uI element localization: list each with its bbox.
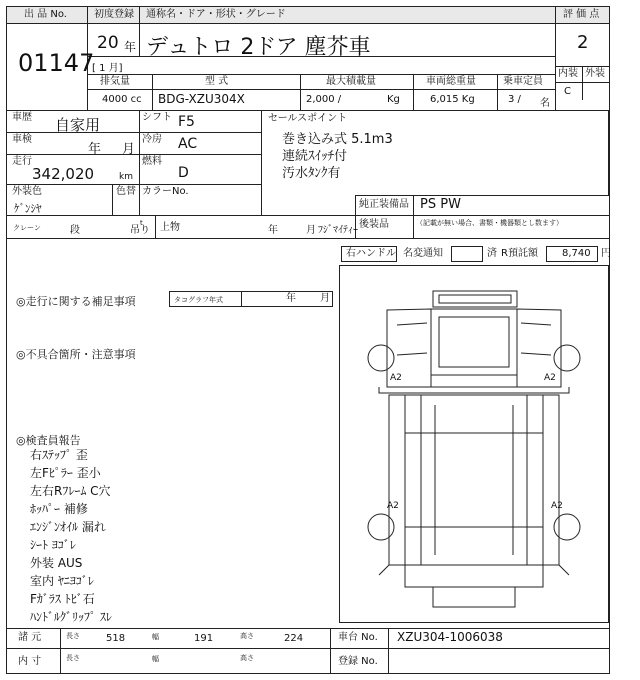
inspector-line-3: 左右Rﾌﾚｰﾑ C穴 xyxy=(30,484,111,498)
cab-roof-inner xyxy=(439,295,511,303)
height-label: 高さ xyxy=(240,632,254,640)
gate-month: 月 xyxy=(306,225,316,236)
max-load-label: 最大積載量 xyxy=(326,76,376,87)
equipment-value: PS PW xyxy=(420,197,461,212)
gate-maker: ﾌｼﾞﾏｲﾃｨｰ xyxy=(318,225,358,236)
length-label: 長さ xyxy=(66,632,80,640)
inspector-line-8: 室内 ﾔﾆﾖｺﾞﾚ xyxy=(30,574,94,588)
damage-mark-rear-right: A2 xyxy=(551,501,563,511)
wheel-rear-right xyxy=(554,514,580,540)
cab-floor-line xyxy=(379,387,569,393)
color-no-label: カラーNo. xyxy=(142,186,189,197)
cab-roof-outline xyxy=(433,291,517,307)
reg-no-label: 登録 No. xyxy=(338,656,378,667)
aftermarket-label: 後装品 xyxy=(359,219,389,230)
driving-notes-title: ◎走行に関する補足事項 xyxy=(16,295,136,308)
inspection-month: 月 xyxy=(122,142,136,157)
mileage-label: 走行 xyxy=(12,156,32,167)
color-value: ｹﾞﾝｼﾔ xyxy=(14,202,42,215)
score-label: 評 価 点 xyxy=(563,9,600,20)
displacement-value: 4000 cc xyxy=(102,94,142,105)
damage-mark-front-left: A2 xyxy=(390,373,402,383)
score-value: 2 xyxy=(577,32,589,53)
tacho-year: 年 xyxy=(286,293,296,304)
fuel-label: 燃料 xyxy=(142,156,162,167)
inspector-line-6: ｼｰﾄ ﾖｺﾞﾚ xyxy=(30,538,76,552)
sales-line-1: 巻き込み式 5.1m3 xyxy=(282,132,393,147)
lot-label: 出 品 No. xyxy=(24,9,67,20)
body-hopper-lines xyxy=(435,405,513,555)
interior-width-label: 幅 xyxy=(152,655,159,663)
chassis-label: 車台 No. xyxy=(338,632,378,643)
rear-bumper xyxy=(433,587,515,607)
cab-door-lines xyxy=(397,323,551,355)
equipment-label: 純正装備品 xyxy=(359,199,409,210)
tacho-label: タコグラフ年式 xyxy=(174,296,223,304)
recycle-prefix: 済 xyxy=(487,248,497,259)
shift-value: F5 xyxy=(178,114,195,130)
damage-mark-rear-left: A2 xyxy=(387,501,399,511)
gross-weight-value: 6,015 Kg xyxy=(430,94,475,105)
inspector-title: ◎検査員報告 xyxy=(16,434,81,447)
usage-value: 自家用 xyxy=(55,116,101,134)
tacho-month: 月 xyxy=(320,293,330,304)
height-value: 224 xyxy=(284,633,304,644)
steering-value: 右ハンドル xyxy=(346,248,396,259)
exterior-label: 外装 xyxy=(585,68,605,79)
width-label: 幅 xyxy=(152,633,159,641)
shift-label: シフト xyxy=(142,112,172,123)
rear-panel xyxy=(405,565,543,587)
rear-corners xyxy=(379,565,569,575)
wheel-rear-left xyxy=(368,514,394,540)
damage-mark-front-right: A2 xyxy=(544,373,556,383)
crane-steps: 段 xyxy=(70,225,80,236)
ac-value: AC xyxy=(178,136,198,152)
windshield-glass xyxy=(439,317,509,367)
body-cross-lines xyxy=(405,433,543,527)
gate-label: 上物 xyxy=(160,222,180,233)
usage-label: 車歴 xyxy=(12,112,32,123)
body-top xyxy=(405,395,543,565)
gate-year: 年 xyxy=(268,225,278,236)
interior-length-label: 長さ xyxy=(66,654,80,662)
inspector-line-7: 外装 AUS xyxy=(30,556,83,570)
interior-dims-label: 内 寸 xyxy=(18,656,42,667)
interior-value: C xyxy=(564,86,571,97)
mileage-value: 342,020 xyxy=(32,165,95,183)
name-change-box xyxy=(451,246,483,262)
name-change-label: 名変通知 xyxy=(403,248,443,259)
body-left-panel xyxy=(389,395,405,565)
reg-year-unit: 年 xyxy=(124,40,137,54)
length-value: 518 xyxy=(106,633,126,644)
sales-line-3: 汚水ﾀﾝｸ有 xyxy=(282,166,341,181)
lot-number: 01147 xyxy=(18,49,95,77)
dims-label: 諸 元 xyxy=(18,632,42,643)
capacity-label: 乗車定員 xyxy=(503,76,543,87)
crane-lift: 吊り xyxy=(130,225,150,236)
width-value: 191 xyxy=(194,633,214,644)
first-reg-label: 初度登録 xyxy=(94,9,134,20)
sales-line-2: 連続ｽｲｯﾁ付 xyxy=(282,149,348,164)
interior-height-label: 高さ xyxy=(240,654,254,662)
inspection-year: 年 xyxy=(88,142,102,157)
sales-point-label: セールスポイント xyxy=(268,113,348,124)
wheel-front-left xyxy=(368,345,394,371)
windshield-frame xyxy=(431,309,517,375)
capacity-value: 3 / xyxy=(508,94,521,105)
inspector-line-10: ﾊﾝﾄﾞﾙｸﾞﾘｯﾌﾟ ｽﾚ xyxy=(30,610,112,624)
recycle-label: R預託額 xyxy=(501,248,538,259)
model-name: デュトロ 2ドア 塵芥車 xyxy=(146,35,371,60)
inspector-line-2: 左Fﾋﾟﾗｰ 歪小 xyxy=(30,466,101,480)
inspection-label: 車検 xyxy=(12,134,32,145)
inspector-line-4: ﾎｯﾊﾟｰ 補修 xyxy=(30,502,88,516)
color-change-label: 色替 xyxy=(116,186,136,197)
ac-label: 冷房 xyxy=(142,134,162,145)
defects-title: ◎不具合箇所・注意事項 xyxy=(16,348,136,361)
body-right-panel xyxy=(543,395,559,565)
max-load-unit: Kg xyxy=(387,94,400,105)
name-label: 通称名・ドア・形状・グレード xyxy=(146,9,286,20)
aftermarket-note: （記載が無い場合、書類・機器類とし数ます） xyxy=(416,219,563,227)
model-code-value: BDG-XZU304X xyxy=(158,92,245,106)
truck-diagram xyxy=(339,265,609,623)
gross-weight-label: 車両総重量 xyxy=(426,76,476,87)
displacement-label: 排気量 xyxy=(100,76,130,87)
body-inner-lines xyxy=(421,395,527,565)
crane-label: クレーン xyxy=(13,224,41,232)
reg-month: [ 1 月] xyxy=(92,63,123,74)
max-load-value: 2,000 / xyxy=(306,94,342,105)
wheel-front-right xyxy=(554,345,580,371)
inspector-line-9: Fｶﾞﾗｽ ﾄﾋﾞ石 xyxy=(30,592,95,606)
color-label: 外装色 xyxy=(12,186,42,197)
chassis-value: XZU304-1006038 xyxy=(397,630,503,644)
recycle-unit: 円 xyxy=(601,248,611,259)
inspector-line-5: ｴﾝｼﾞﾝｵｲﾙ 漏れ xyxy=(30,520,106,534)
model-code-label: 型 式 xyxy=(205,76,229,87)
inspector-line-1: 右ｽﾃｯﾌﾟ 歪 xyxy=(30,448,88,462)
interior-label: 内装 xyxy=(558,68,578,79)
capacity-unit: 名 xyxy=(540,98,550,109)
fuel-value: D xyxy=(178,165,189,181)
recycle-value: 8,740 xyxy=(562,248,591,259)
mileage-unit: km xyxy=(119,172,133,182)
crane-ton-unit: t xyxy=(140,219,143,227)
reg-year: 20 xyxy=(97,33,119,53)
